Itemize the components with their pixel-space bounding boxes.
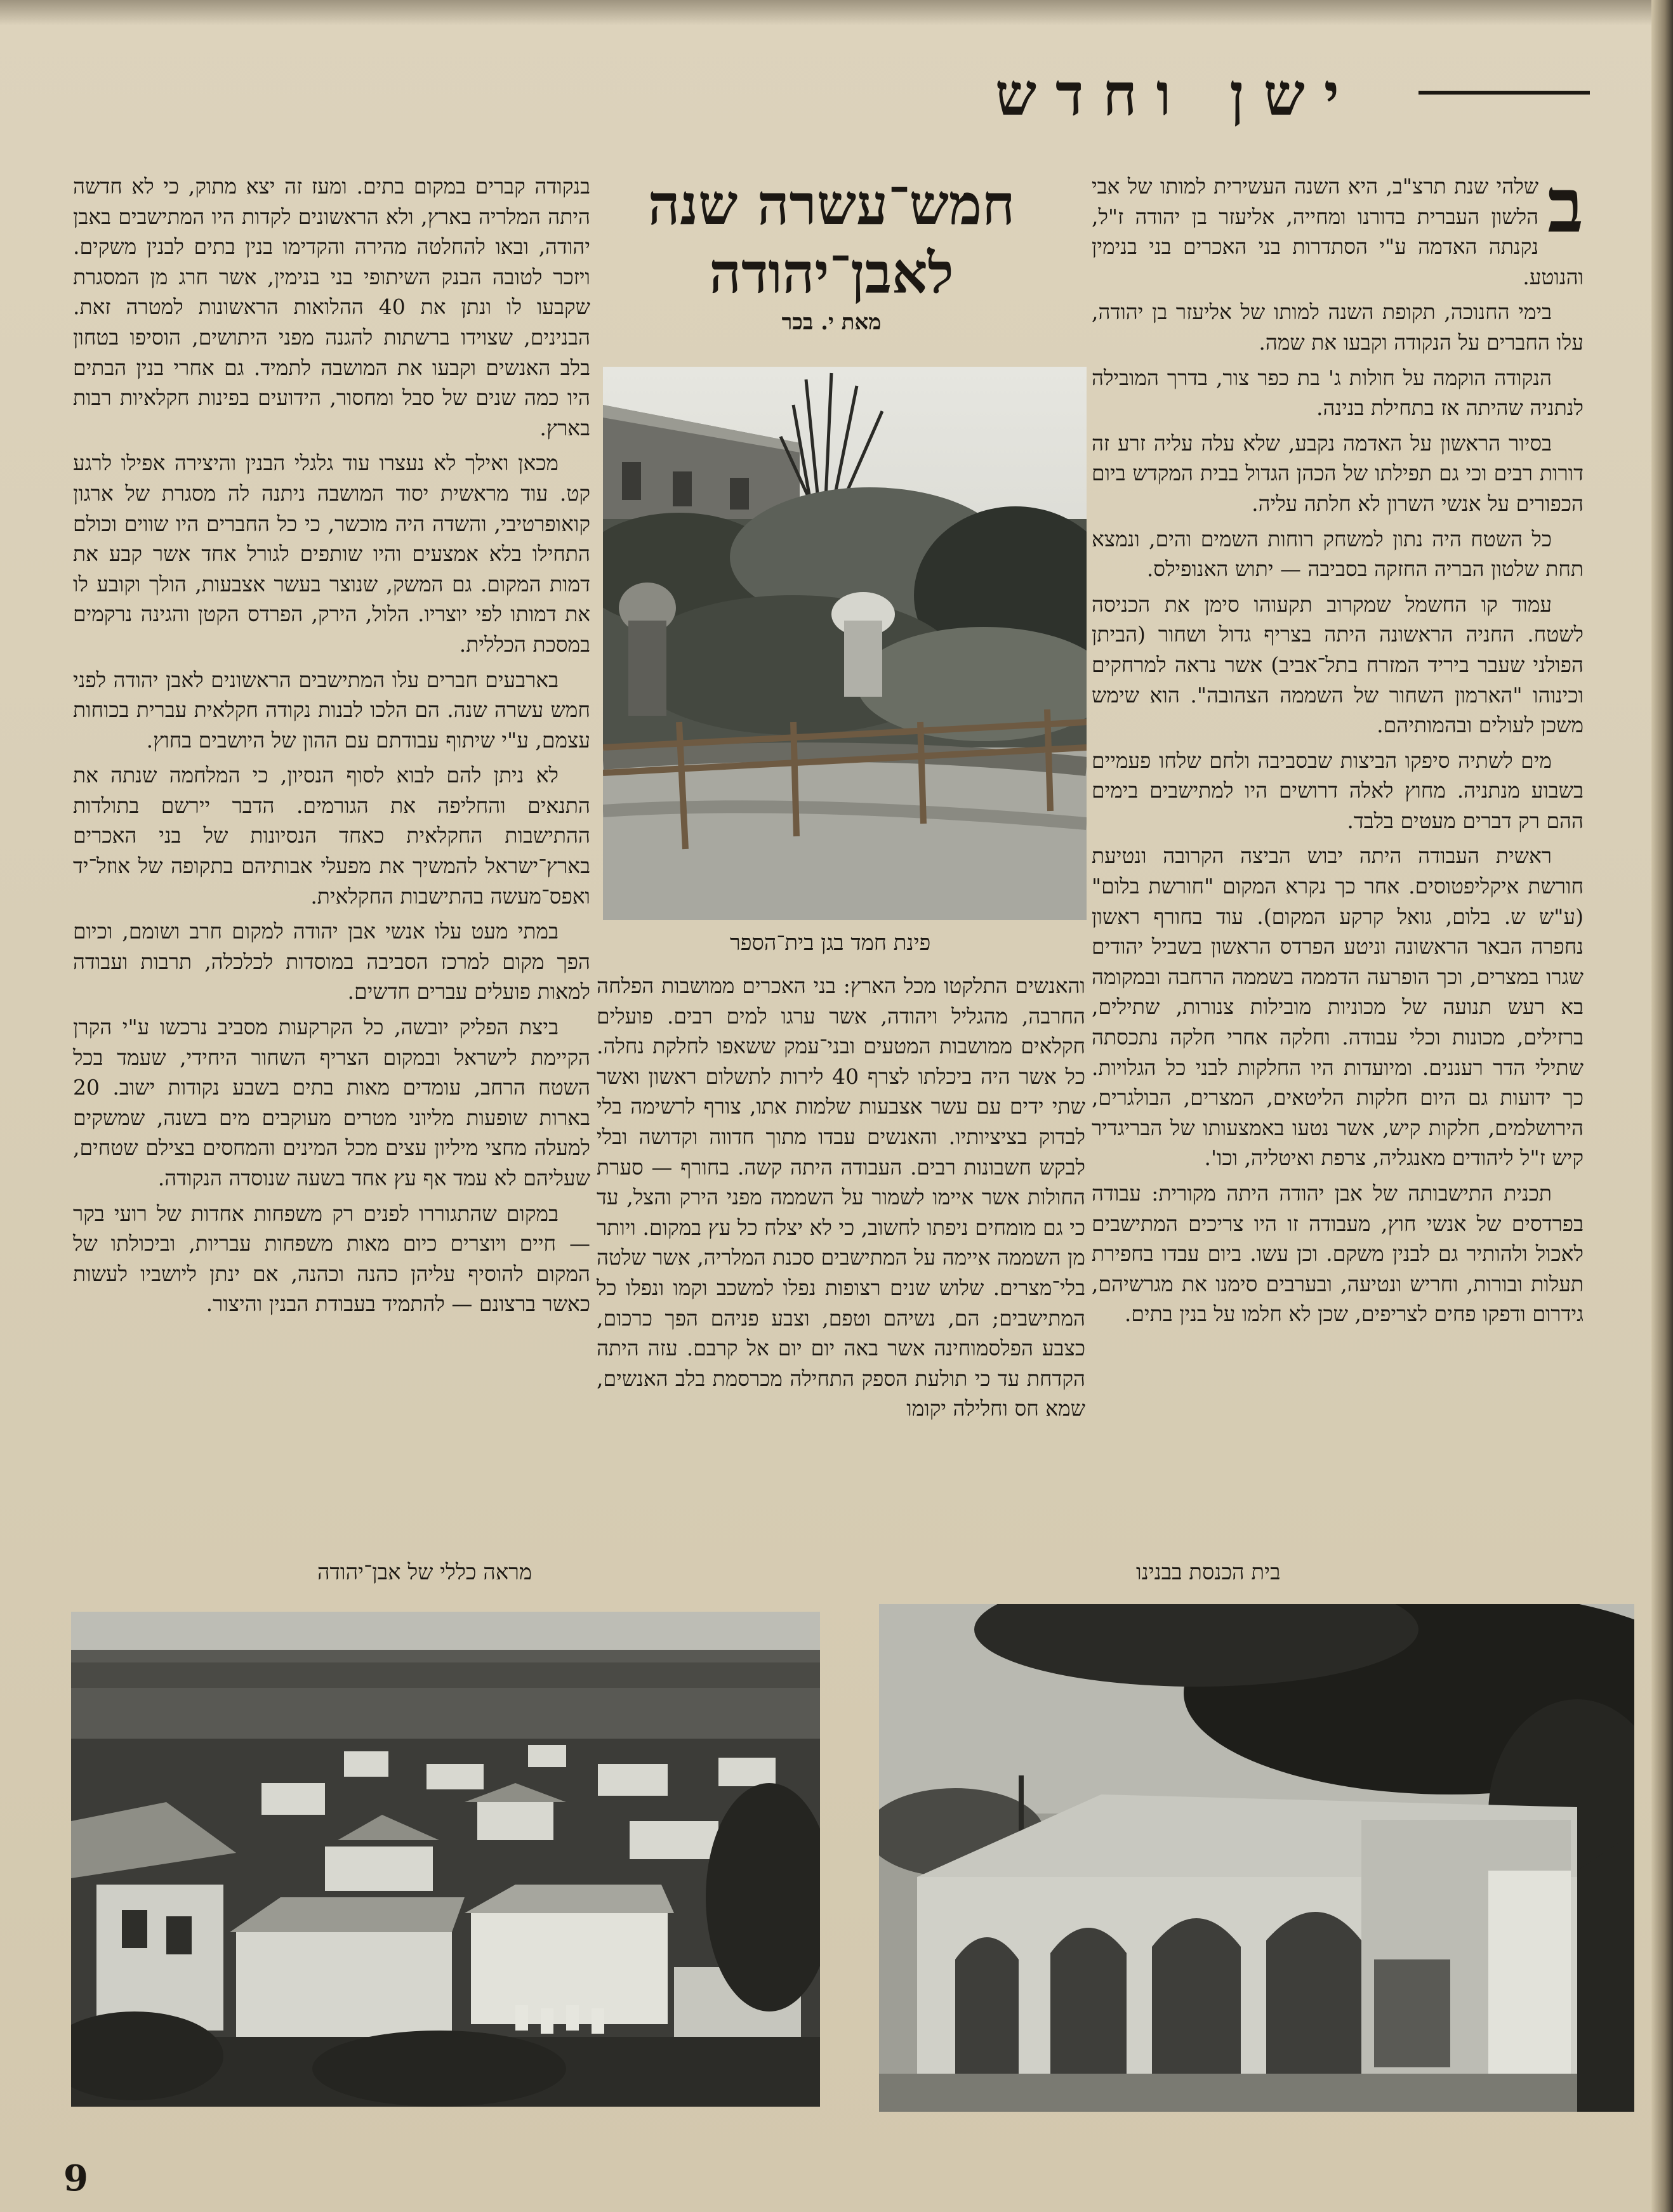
paragraph: ביצת הפליק יובשה, כל הקרקעות מסביב נרכשו ע"י הקרן הקיימת לישראל ובמקום הצריף השחור היחידי, שעמד בכל השטח הרחב, עומדים מאות בתים בשבע נקודות ישוב. 20 בארות שופעות מליוני מטרים מעוקבים מים בשנה, שמשקים למעלה מחצי מיליון עצים מכל המינים והמחסים בצילם שטחים, שעליהם לא עמד אף עץ אחד בשעה שנוסדה הנקודה.	[73, 1015, 590, 1190]
page-top-shadow	[0, 0, 1673, 25]
article-title-line-2: לאבן־יהודה	[709, 240, 954, 306]
paragraph: ראשית העבודה היתה יבוש הביצה הקרובה ונטיעת חורשת איקליפטוסים. אחר כך נקרא המקום "חורשת בלום" (ע"ש ש. בלום, גואל קרקע המקום). עוד בחורף ראשון נחפרה הבאר הראשונה וניטע הפרדס הראשון בשביל יהודים שגרו במצרים, וכך הופרעה הדממה בשממה הרחבה ובמקומה בא רעש תנועה של מכוניות מובילות צנורות, שתילים, ברזילים, מכונות וכלי עבודה. וחלקה אחרי חלקה נתכסתה שתילי הדר רעננים. ומיועדות היו החלקות לבני כל הגלויות. כך ידועות גם היום חלקות הליטאים, המצרים, הבולגרים, הירושלמים, חלקות קיש, אשר נטעו באמצעותו של הבריגדיר קיש ז"ל ליהודים מאנגליה, צרפת ואיטליה, וכו'.	[1092, 843, 1584, 1171]
paragraph: לא ניתן להם לבוא לסוף הנסיון, כי המלחמה שנתה את התנאים והחליפה את הגורמים. הדבר יירשם בתולדות ההתישבות החקלאית כאחד הנסיונות של בני האכרים בארץ־ישראל להמשיך את מפעלי אבותיהם בתקופה של אוזל־יד ואפס־מעשה בהתישבות החקלאית.	[73, 763, 590, 909]
garden-photo-caption: פינת חמד בגן בית־הספר	[730, 930, 931, 956]
header-rule	[1418, 91, 1590, 95]
paragraph: מים לשתיה סיפקו הביצות שבסביבה ולחם שלחו פעמיים בשבוע מנתניה. מחוץ לאלה דרושים היו למתישבים בימים ההם רק דברים מעטים בלבד.	[1092, 747, 1584, 833]
paragraph: כל השטח היה נתון למשחק רוחות השמים והים, ונמצא תחת שלטון הבריה החזקה בסביבה — יתוש האנופילס.	[1092, 526, 1584, 582]
paragraph: ב שלהי שנת תרצ"ב, היא השנה העשירית למותו של אבי הלשון העברית בדורנו ומחייה, אליעזר בן יהודה ז"ל, נקנתה האדמה ע"י הסתדרות בני האכרים בני בנימין והנוטע.	[1092, 161, 1584, 289]
section-title: ישן וחדש	[995, 60, 1358, 129]
binding-spine	[1651, 0, 1673, 2212]
paragraph: והאנשים התלקטו מכל הארץ: בני האכרים ממושבות הפלחה החרבה, מהגליל ויהודה, אשר ערגו למים רבים. פועלים חקלאים ממושבות המטעים ובני־עמק ששאפו לחלקת נחלה. כל אשר היה ביכלתו לצרף 40 לירות לתשלום ראשון ואשר שתי ידים עם עשר אצבעות שלמות אתו, צורף לרשימה בלי לבדוק בציציותיו. והאנשים עבדו מתוך חדווה וקדושה ובלי לבקש חשבונות רבים. העבודה היתה קשה. בחורף — סערת החולות אשר איימו לשמור על השממה מפני הירק והצל, עד כי גם מומחים ניפתו לחשוב, כי לא יצלח כל עץ במקום. ויותר מן השממה איימה על המתישבים סכנת המלריה, אשר שלטה בלי־מצרים. שלוש שנים רצופות נפלו למשכב וקמו ונפלו כל המתישבים; הם, נשיהם וטפם, וצבע פניהם הפך כרכום, כצבע הפלסמוחינה אשר באה יום יום אל קרבם. עזה היתה הקדחת עד כי תולעת הספק התחילה מכרסמת בלב האנשים, שמא חס וחלילה יקומו	[597, 973, 1086, 1421]
garden-photo	[603, 367, 1087, 920]
general-view-image	[71, 1612, 820, 2107]
paragraph: תכנית התישבותה של אבן יהודה היתה מקורית: עבודה בפרדסים של אנשי חוץ, מעבודה זו היו צריכים המתישבים לאכול ולהותיר גם לבנין משקם. וכן עשו. ביום עבדו בחפירת תעלות ובורות, וחריש ונטיעה, ובערבים סימנו את מגרשיהם, גידרום ודפקו פחים לצריפים, שכן לא חלמו על בנין בתים.	[1092, 1181, 1584, 1327]
general-view-caption: מראה כללי של אבן־יהודה	[317, 1560, 532, 1585]
byline: מאת י. בכר	[781, 310, 882, 335]
paragraph: בימי החנוכה, תקופת השנה למותו של אליעזר בן יהודה, עלו החברים על הנקודה וקבעו את שמה.	[1092, 300, 1584, 355]
paragraph: הנקודה הוקמה על חולות ג' בת כפר צור, בדרך המובילה לנתניה שהיתה אז בתחילת בנינה.	[1092, 365, 1584, 421]
section-header	[971, 60, 1606, 136]
paragraph: במקום שהתגוררו לפנים רק משפחות אחדות של רועי בקר — חיים ויוצרים כיום מאות משפחות עבריות, וביכולתו של המקום להוסיף עליהן כהנה וכהנה, אם ינתן ליושביו לעשות כאשר ברצונם — להתמיד בעבודת הבנין והיצור.	[73, 1201, 590, 1317]
paragraph: בארבעים חברים עלו המתישבים הראשונים לאבן יהודה לפני חמש עשרה שנה. הם הלכו לבנות נקודה חקלאית עברית בכוחות עצמם, ע"י שיתוף עבודתם עם ההון של היושבים בחוץ.	[73, 667, 590, 753]
paragraph: בסיור הראשון על האדמה נקבע, שלא עלה עליה זרע זה דורות רבים וכי גם תפילתו של הכהן הגדול בבית המקדש ביום הכפורים על אנשי השרון לא חלתה עליה.	[1092, 430, 1584, 516]
article-title	[609, 170, 1054, 307]
synagogue-caption: בית הכנסת בבנינו	[1136, 1560, 1281, 1585]
left-text-column	[73, 171, 590, 1542]
page-number: 9	[63, 2157, 88, 2199]
article-title-line-1: חמש־עשרה שנה	[647, 171, 1015, 237]
drop-cap: ב	[1547, 161, 1584, 249]
general-view-photo	[71, 1612, 820, 2107]
paragraph: בנקודה קברים במקום בתים. ומעז זה יצא מתוק, כי לא חדשה היתה המלריה בארץ, ולא הראשונים לקדות היו המתישבים באבן יהודה, ובאו להחלטה מהירה והקדימו בנין בתים לבנין משקים. ויזכר לטובה הבנק השיתופי בני בנימין, אשר חרג מן המסגרת שקבעו לו ונתן את 40 ההלואות הראשונות למטרה זאת. הבנינים, שצוידו ברשתות להגנה מפני היתושים, הוסיפו בטחון בלב האנשים וקבעו את המושבה לתמיד. גם אחרי בנין הבתים היו כמה שנים של סבל ומחסור, הידועים בפינות חקלאיות רבות בארץ.	[73, 174, 590, 440]
paragraph: מכאן ואילך לא נעצרו עוד גלגלי הבנין והיצירה אפילו לרגע קט. עוד מראשית יסוד המושבה ניתנה לה מסגרת של ארגון קואופרטיבי, והשדה היה מוכשר, כי כל החברים היו שווים וכולם התחילו בלא אמצעים והיו שותפים לגורל אחד אשר קבע את דמות המקום. גם המשק, שנוצר בעשר אצבעות, הולך וקובע לו את דמותו לפי יוצריו. הלול, הירק, הפרדס הקטן והגינה נרקמים במסכת הכללית.	[73, 451, 591, 657]
synagogue-image	[879, 1604, 1634, 2112]
right-text-column	[1092, 161, 1584, 1542]
synagogue-photo	[879, 1604, 1634, 2112]
paragraph: עמוד קו החשמל שמקרוב תקעוהו סימן את הכניסה לשטח. החניה הראשונה היתה בצריף גדול ושחור (הביתן הפולני שעבר ביריד המזרח בתל־אביב) אשר נראה למרחקים וכינוהו "הארמון השחור של השממה הצהובה". הוא שימש משכן לעולים ובהמותיהם.	[1092, 591, 1584, 738]
middle-text-column	[597, 971, 1085, 1542]
garden-photo-image	[603, 367, 1087, 920]
paragraph: במתי מעט עלו אנשי אבן יהודה למקום חרב ושומם, וכיום הפך מקום למרכז הסביבה במוסדות לכלכלה, תרבות ועבודה למאות פועלים עברים חדשים.	[73, 919, 590, 1004]
